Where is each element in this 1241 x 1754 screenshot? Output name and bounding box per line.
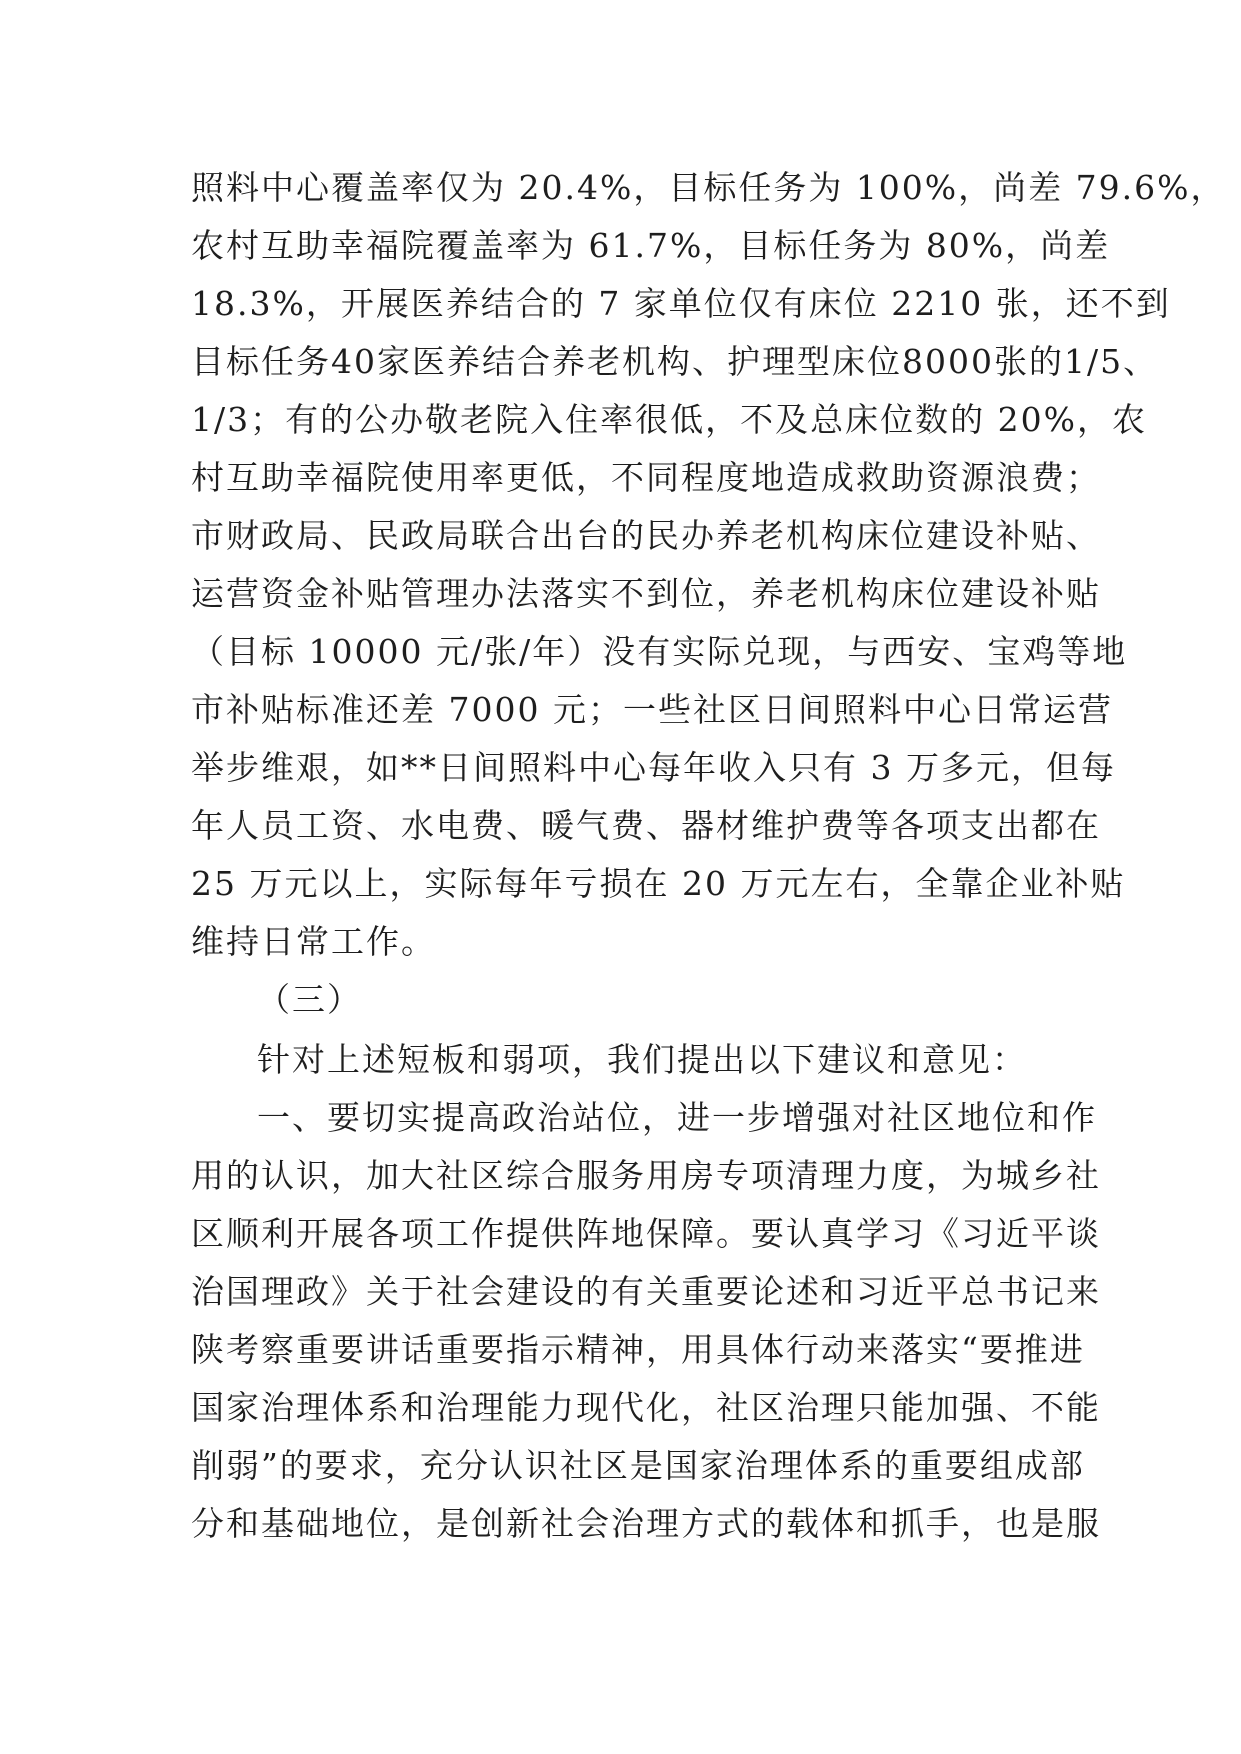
text-line: 区顺利开展各项工作提供阵地保障。要认真学习《习近平谈 (191, 1214, 1101, 1253)
text-line: 18.3%，开展医养结合的 7 家单位仅有床位 2210 张，还不到 (191, 284, 1171, 323)
text-line: 分和基础地位，是创新社会治理方式的载体和抓手，也是服 (191, 1504, 1101, 1543)
section-heading: （三） (257, 980, 362, 1019)
text-line: 农村互助幸福院覆盖率为 61.7%，目标任务为 80%，尚差 (191, 226, 1111, 265)
text-line: 举步维艰，如**日间照料中心每年收入只有 3 万多元，但每 (191, 748, 1116, 787)
text-line: 治国理政》关于社会建设的有关重要论述和习近平总书记来 (191, 1272, 1101, 1311)
text-line: 陕考察重要讲话重要指示精神，用具体行动来落实“要推进 (191, 1330, 1085, 1369)
text-line: 市补贴标准还差 7000 元；一些社区日间照料中心日常运营 (191, 690, 1113, 729)
text-line: 照料中心覆盖率仅为 20.4%，目标任务为 100%，尚差 79.6%， (191, 168, 1226, 207)
text-line: 削弱”的要求，充分认识社区是国家治理体系的重要组成部 (191, 1446, 1085, 1485)
text-line: 村互助幸福院使用率更低，不同程度地造成救助资源浪费； (191, 458, 1101, 497)
text-line: 用的认识，加大社区综合服务用房专项清理力度，为城乡社 (191, 1156, 1101, 1195)
text-line: 市财政局、民政局联合出台的民办养老机构床位建设补贴、 (191, 516, 1101, 555)
paragraph-first-line: 一、要切实提高政治站位，进一步增强对社区地位和作 (257, 1098, 1097, 1137)
paragraph-first-line: 针对上述短板和弱项，我们提出以下建议和意见： (257, 1040, 1027, 1079)
text-line: （目标 10000 元/张/年）没有实际兑现，与西安、宝鸡等地 (191, 632, 1128, 671)
text-line: 运营资金补贴管理办法落实不到位，养老机构床位建设补贴 (191, 574, 1101, 613)
text-line: 25 万元以上，实际每年亏损在 20 万元左右，全靠企业补贴 (191, 864, 1126, 903)
text-line: 1/3；有的公办敬老院入住率很低，不及总床位数的 20%，农 (191, 400, 1147, 439)
text-line: 国家治理体系和治理能力现代化，社区治理只能加强、不能 (191, 1388, 1101, 1427)
text-line: 维持日常工作。 (191, 922, 436, 961)
text-line: 目标任务40家医养结合养老机构、护理型床位8000张的1/5、 (191, 342, 1159, 381)
text-line: 年人员工资、水电费、暖气费、器材维护费等各项支出都在 (191, 806, 1101, 845)
